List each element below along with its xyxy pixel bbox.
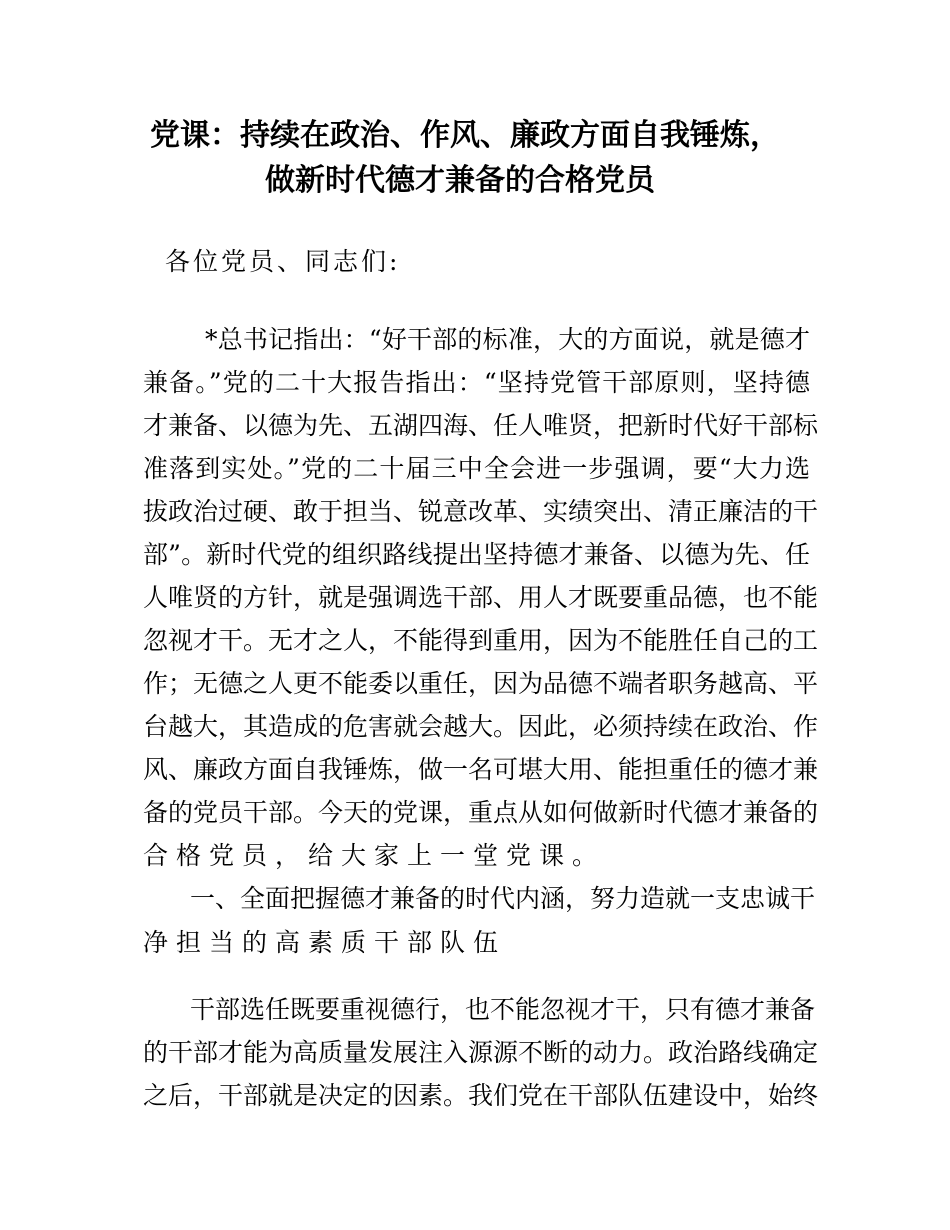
paragraph-line: 风、廉政方面自我锤炼，做一名可堪大用、能担重任的德才兼 [143,755,819,784]
paragraph-line: 合格党员，给大家上一堂党课。 [143,841,606,870]
paragraph-line: 之后，干部就是决定的因素。我们党在干部队伍建设中，始终 [143,1081,819,1110]
paragraph-line: 准落到实处。”党的二十届三中全会进一步强调，要“大力选 [143,454,810,483]
paragraph-line: 人唯贤的方针，就是强调选干部、用人才既要重品德，也不能 [143,583,819,612]
paragraph-line: 的干部才能为高质量发展注入源源不断的动力。政治路线确定 [143,1038,819,1067]
document-title-line-1: 党课：持续在政治、作风、廉政方面自我锤炼， [150,118,780,153]
paragraph-line: 部”。新时代党的组织路线提出坚持德才兼备、以德为先、任 [143,540,810,569]
document-title-line-2: 做新时代德才兼备的合格党员 [265,163,655,198]
heading-line: 净担当的高素质干部队伍 [143,928,507,957]
paragraph-line: 拔政治过硬、敢于担当、锐意改革、实绩突出、清正廉洁的干 [143,497,819,526]
paragraph-line: 忽视才干。无才之人，不能得到重用，因为不能胜任自己的工 [143,626,819,655]
paragraph-line: 干部选任既要重视德行，也不能忽视才干，只有德才兼备 [190,995,816,1024]
paragraph-line: 作；无德之人更不能委以重任，因为品德不端者职务越高、平 [143,669,819,698]
paragraph-line: 兼备。”党的二十大报告指出：“坚持党管干部原则，坚持德 [143,368,810,397]
paragraph-line: 才兼备、以德为先、五湖四海、任人唯贤，把新时代好干部标 [143,411,819,440]
paragraph-line: 台越大，其造成的危害就会越大。因此，必须持续在政治、作 [143,712,819,741]
paragraph-line: *总书记指出：“好干部的标准，大的方面说，就是德才 [205,325,810,354]
greeting: 各位党员、同志们: [165,247,401,276]
paragraph-line: 备的党员干部。今天的党课，重点从如何做新时代德才兼备的 [143,798,819,827]
heading-line: 一、全面把握德才兼备的时代内涵，努力造就一支忠诚干 [190,884,816,913]
